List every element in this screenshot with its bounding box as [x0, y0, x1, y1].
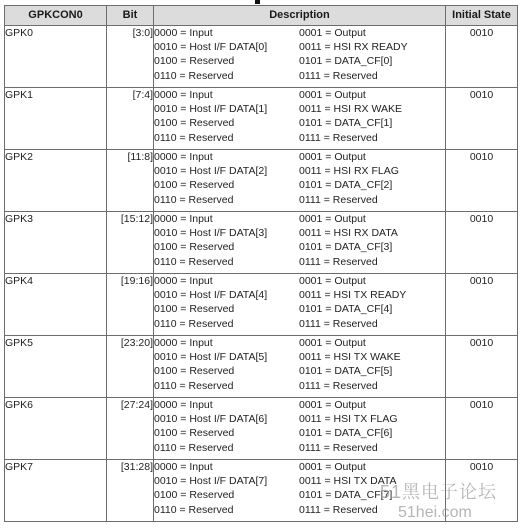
function-option: 0000 = Input: [154, 461, 213, 473]
function-option: 0110 = Reserved: [154, 69, 234, 82]
function-option: 0010 = Host I/F DATA[0]: [154, 41, 268, 54]
pin-name-cell: GPK2: [5, 150, 107, 212]
function-option: 0000 = Input: [154, 27, 213, 39]
function-option: 0110 = Reserved: [154, 441, 234, 454]
function-option: 0111 = Reserved: [299, 379, 378, 392]
initial-state-cell: 0010: [446, 274, 518, 336]
function-option: 0001 = Output: [299, 27, 366, 39]
function-option: 0101 = DATA_CF[1]: [299, 117, 393, 130]
pin-name-cell: GPK7: [5, 460, 107, 522]
pin-name-cell: GPK1: [5, 88, 107, 150]
function-option: 0100 = Reserved: [154, 303, 235, 316]
function-option: 0111 = Reserved: [299, 69, 378, 82]
function-option: 0101 = DATA_CF[0]: [299, 55, 393, 68]
initial-state-cell: 0010: [446, 398, 518, 460]
description-cell: [154, 26, 446, 88]
function-option: 0100 = Reserved: [154, 241, 235, 254]
function-option: 0010 = Host I/F DATA[3]: [154, 227, 268, 240]
function-option: 0110 = Reserved: [154, 131, 234, 144]
function-option: 0011 = HSI RX WAKE: [299, 103, 403, 116]
function-option: 0011 = HSI RX FLAG: [299, 165, 399, 178]
function-option: 0011 = HSI TX WAKE: [299, 351, 401, 364]
function-option: 0101 = DATA_CF[2]: [299, 179, 393, 192]
function-option: 0101 = DATA_CF[3]: [299, 241, 393, 254]
bit-range-cell: [23:20]: [107, 336, 154, 398]
table-row: [5, 88, 518, 150]
function-option: 0000 = Input: [154, 337, 213, 349]
function-option: 0111 = Reserved: [299, 255, 378, 268]
function-option: 0010 = Host I/F DATA[1]: [154, 103, 268, 116]
pin-name-cell: GPK5: [5, 336, 107, 398]
bit-range-cell: [19:16]: [107, 274, 154, 336]
table-body: [5, 26, 518, 522]
description-cell: [154, 274, 446, 336]
table-row: [5, 460, 518, 522]
function-option: 0100 = Reserved: [154, 489, 235, 502]
initial-state-cell: 0010: [446, 150, 518, 212]
function-options-grid: [154, 398, 445, 455]
initial-state-cell: 0010: [446, 88, 518, 150]
function-option: 0101 = DATA_CF[7]: [299, 489, 393, 502]
table-header-row: [5, 6, 518, 26]
initial-state-cell: 0010: [446, 336, 518, 398]
header-bit: Bit: [107, 6, 154, 26]
function-option: 0010 = Host I/F DATA[7]: [154, 475, 268, 488]
function-option: 0000 = Input: [154, 275, 213, 287]
function-option: 0101 = DATA_CF[4]: [299, 303, 393, 316]
description-cell: [154, 398, 446, 460]
function-option: 0101 = DATA_CF[5]: [299, 365, 393, 378]
table-row: [5, 274, 518, 336]
watermark-site-url: 51hei.com: [398, 504, 472, 521]
function-option: 0111 = Reserved: [299, 503, 378, 516]
function-option: 0000 = Input: [154, 151, 213, 163]
function-option: 0010 = Host I/F DATA[5]: [154, 351, 268, 364]
table-row: [5, 336, 518, 398]
gpkcon0-register-table: [4, 5, 518, 522]
bit-range-cell: [27:24]: [107, 398, 154, 460]
bit-range-cell: [31:28]: [107, 460, 154, 522]
initial-state-cell: 0010: [446, 26, 518, 88]
function-options-grid: [154, 336, 445, 393]
function-option: 0011 = HSI TX DATA: [299, 475, 397, 488]
description-cell: [154, 460, 446, 522]
function-option: 0000 = Input: [154, 89, 213, 101]
function-option: 0110 = Reserved: [154, 193, 234, 206]
bit-range-cell: [11:8]: [107, 150, 154, 212]
description-cell: [154, 150, 446, 212]
function-option: 0001 = Output: [299, 337, 366, 349]
description-cell: [154, 212, 446, 274]
header-register-name: GPKCON0: [5, 6, 107, 26]
watermark-site-name: 51黑电子论坛: [380, 482, 498, 502]
function-option: 0110 = Reserved: [154, 317, 234, 330]
pin-name-cell: GPK4: [5, 274, 107, 336]
function-options-grid: [154, 150, 445, 207]
header-initial-state: Initial State: [446, 6, 518, 26]
bit-range-cell: [7:4]: [107, 88, 154, 150]
bit-range-cell: [3:0]: [107, 26, 154, 88]
function-option: 0010 = Host I/F DATA[4]: [154, 289, 268, 302]
table-row: [5, 150, 518, 212]
function-option: 0100 = Reserved: [154, 179, 235, 192]
function-option: 0110 = Reserved: [154, 379, 234, 392]
function-option: 0100 = Reserved: [154, 427, 235, 440]
function-option: 0011 = HSI RX DATA: [299, 227, 398, 240]
function-option: 0001 = Output: [299, 275, 366, 287]
initial-state-cell: 0010: [446, 460, 518, 522]
pin-name-cell: GPK3: [5, 212, 107, 274]
function-option: 0010 = Host I/F DATA[2]: [154, 165, 268, 178]
function-option: 0100 = Reserved: [154, 55, 235, 68]
table-row: [5, 212, 518, 274]
description-cell: [154, 88, 446, 150]
function-option: 0001 = Output: [299, 89, 366, 101]
header-description: Description: [154, 6, 446, 26]
function-option: 0011 = HSI RX READY: [299, 41, 408, 54]
function-option: 0101 = DATA_CF[6]: [299, 427, 393, 440]
pin-name-cell: GPK6: [5, 398, 107, 460]
function-option: 0100 = Reserved: [154, 117, 235, 130]
function-option: 0001 = Output: [299, 461, 366, 473]
function-option: 0111 = Reserved: [299, 131, 378, 144]
top-edge-mark: [255, 0, 260, 4]
table-row: [5, 398, 518, 460]
function-options-grid: [154, 274, 445, 331]
function-options-grid: [154, 26, 445, 83]
function-option: 0000 = Input: [154, 213, 213, 225]
function-option: 0001 = Output: [299, 151, 366, 163]
table-row: [5, 26, 518, 88]
function-option: 0011 = HSI TX FLAG: [299, 413, 398, 426]
function-option: 0111 = Reserved: [299, 441, 378, 454]
function-options-grid: [154, 212, 445, 269]
bit-range-cell: [15:12]: [107, 212, 154, 274]
function-option: 0110 = Reserved: [154, 503, 234, 516]
function-option: 0110 = Reserved: [154, 255, 234, 268]
function-option: 0001 = Output: [299, 399, 366, 411]
function-option: 0010 = Host I/F DATA[6]: [154, 413, 268, 426]
function-options-grid: [154, 460, 445, 517]
function-option: 0001 = Output: [299, 213, 366, 225]
function-options-grid: [154, 88, 445, 145]
initial-state-cell: 0010: [446, 212, 518, 274]
function-option: 0111 = Reserved: [299, 317, 378, 330]
pin-name-cell: GPK0: [5, 26, 107, 88]
function-option: 0100 = Reserved: [154, 365, 235, 378]
function-option: 0111 = Reserved: [299, 193, 378, 206]
description-cell: [154, 336, 446, 398]
function-option: 0000 = Input: [154, 399, 213, 411]
function-option: 0011 = HSI TX READY: [299, 289, 407, 302]
